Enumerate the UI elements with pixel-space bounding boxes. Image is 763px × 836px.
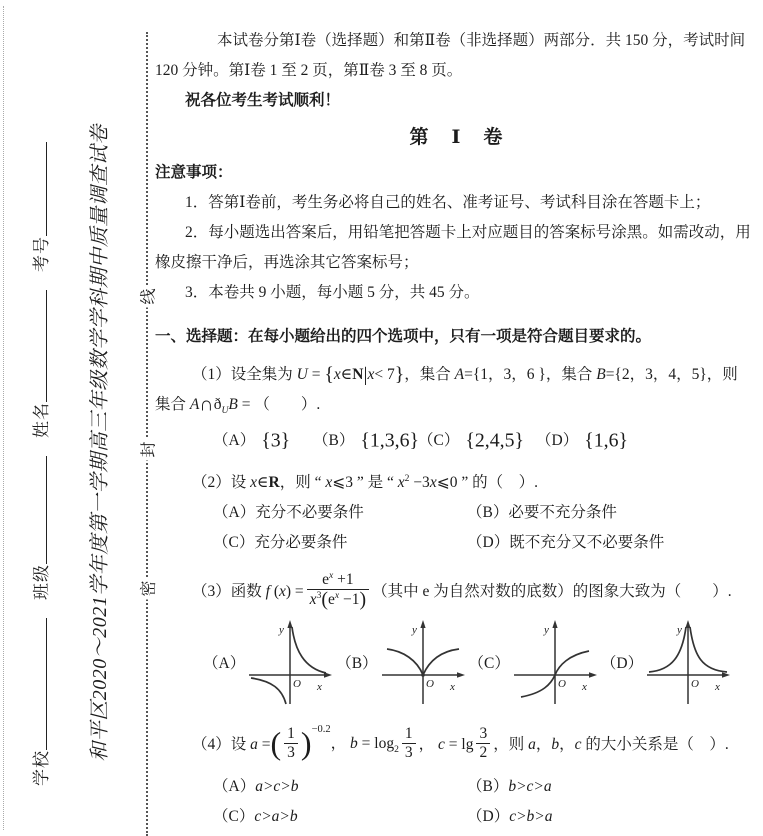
q4-fraction-b-num: 1 bbox=[404, 724, 413, 742]
field-class-label: 班级 bbox=[32, 564, 51, 600]
q4-option-a-label: （A） bbox=[213, 778, 256, 796]
field-examno bbox=[27, 142, 57, 272]
notice-item-1: 1．答第Ⅰ卷前，考生务必将自己的姓名、准考证号、考试科目涂在答题卡上； bbox=[185, 194, 711, 211]
q1-option-b-value: {1,3,6} bbox=[360, 429, 420, 452]
question-2-options-row-1 bbox=[155, 498, 759, 528]
main-content bbox=[155, 0, 759, 832]
exam-title-vertical: 和平区2020～2021学年度第一学期高三年级数学学科期中质量调查试卷 bbox=[89, 124, 111, 762]
y-axis-label: y bbox=[677, 624, 682, 637]
q2-option-a-label: （A） bbox=[213, 504, 256, 522]
question-1-line-2: 集合 $A\cap ð_UB$ = （ ）. bbox=[155, 393, 321, 417]
q4-option-a-value: a>c>b bbox=[255, 778, 299, 796]
q2-option-a-value: 充分不必要条件 bbox=[255, 504, 364, 522]
field-name-blank bbox=[28, 290, 47, 402]
q4-option-c-value: c>a>b bbox=[254, 808, 298, 826]
q1-option-d bbox=[536, 426, 628, 456]
graph-c-plot bbox=[511, 618, 599, 706]
q1-option-a-label: （A） bbox=[213, 432, 256, 450]
q1-option-b-label: （B） bbox=[313, 432, 355, 450]
q4-fraction-c-num: 3 bbox=[479, 724, 488, 742]
question-4-options-row-1 bbox=[155, 772, 759, 802]
q1-option-b bbox=[313, 426, 418, 456]
question-2-line: （2）设 x∈R，则 “ x⩽3 ” 是 “ $x^2$ −3x⩽0 ” 的（ ）. bbox=[192, 473, 538, 492]
q1-option-c-value: {2,4,5} bbox=[465, 429, 525, 452]
q4-mid-1: ， $b = \log_2$ bbox=[330, 735, 399, 756]
question-2-options-row-2 bbox=[155, 528, 759, 558]
curve-left-branch bbox=[387, 649, 423, 675]
q2-option-c-label: （C） bbox=[213, 534, 255, 552]
q4-option-b bbox=[467, 772, 552, 802]
q4-option-d bbox=[467, 802, 553, 832]
notice-item-2b: 橡皮擦干净后，再选涂其它答案标号； bbox=[155, 254, 419, 271]
q4-fraction-c bbox=[476, 725, 490, 762]
q3-fraction-numerator: $e^x +1$ bbox=[322, 569, 354, 589]
q1-option-a bbox=[213, 426, 313, 456]
graph-b-plot bbox=[379, 618, 467, 706]
notice-item-3: 3．本卷共 9 小题，每小题 5 分，共 45 分。 bbox=[185, 284, 480, 301]
graph-d bbox=[601, 618, 732, 706]
graph-d-label: （D） bbox=[600, 655, 644, 673]
q2-option-b-label: （B） bbox=[467, 504, 509, 522]
q4-fraction-a-den: 3 bbox=[284, 743, 298, 762]
q4-prefix: （4）设 a = bbox=[192, 736, 271, 754]
x-axis-label: x bbox=[449, 681, 455, 694]
y-axis-label: y bbox=[543, 624, 549, 637]
field-school bbox=[27, 618, 57, 786]
field-name-label: 姓名 bbox=[32, 402, 51, 438]
curve-right-spike bbox=[690, 627, 727, 672]
q4-option-b-value: b>c>a bbox=[508, 778, 552, 796]
graph-a-label: （A） bbox=[203, 655, 246, 673]
origin-label: O bbox=[293, 678, 302, 691]
field-examno-blank bbox=[28, 142, 47, 236]
origin-label: O bbox=[557, 678, 566, 691]
q1-option-d-value: {1,6} bbox=[584, 429, 629, 452]
question-4-line: （4）设 a = ( $\frac{1}{3}$ ) −0.2 ， $b = \log_2$ $\frac{1}{3}$ ， c = lg $\frac{3}{2}$ ，则 a，b，c 的大小关系是（ ）. bbox=[192, 723, 729, 762]
field-school-blank bbox=[28, 618, 47, 750]
curve-right-branch bbox=[423, 649, 459, 675]
q2-option-a bbox=[213, 498, 467, 528]
part-one-title: 第 Ⅰ 卷 bbox=[409, 127, 505, 148]
q2-option-b bbox=[467, 498, 617, 528]
x-axis-label: x bbox=[715, 681, 720, 694]
q4-option-d-value: c>b>a bbox=[509, 808, 553, 826]
q4-option-d-label: （D） bbox=[467, 808, 510, 826]
graph-a bbox=[203, 618, 334, 706]
q4-suffix: ，则 a，b，c 的大小关系是（ ）. bbox=[493, 736, 729, 754]
question-1-line-1: （1）设全集为 U = {x∈N|x< 7}，集合 A={1，3，6 }，集合 B={2，3，4，5}，则 bbox=[192, 363, 738, 386]
q4-option-c-label: （C） bbox=[213, 808, 255, 826]
q2-option-c-value: 充分必要条件 bbox=[254, 534, 348, 552]
q4-mid-2: ， c = lg bbox=[418, 736, 474, 754]
q4-fraction-c-den: 2 bbox=[476, 743, 490, 762]
q3-suffix: （其中 e 为自然对数的底数）的图象大致为（ ）. bbox=[372, 583, 732, 601]
graph-a-plot bbox=[246, 618, 334, 706]
q2-option-b-value: 必要不充分条件 bbox=[508, 504, 617, 522]
intro-line-2: 120 分钟。第Ⅰ卷 1 至 2 页，第Ⅱ卷 3 至 8 页。 bbox=[155, 62, 463, 79]
q4-option-a bbox=[213, 772, 467, 802]
q4-fraction-b bbox=[402, 725, 416, 762]
notice-title: 注意事项： bbox=[155, 164, 233, 181]
curve-lower-left bbox=[251, 678, 286, 704]
origin-dot bbox=[421, 673, 425, 677]
question-3-graphs bbox=[155, 618, 759, 706]
intro-line-1: 本试卷分第Ⅰ卷（选择题）和第Ⅱ卷（非选择题）两部分．共 150 分，考试时间 bbox=[217, 32, 746, 49]
origin-label: O bbox=[691, 678, 700, 691]
page-edge-mark bbox=[3, 6, 4, 830]
curve-upper-right bbox=[292, 627, 326, 673]
notice-item-2a: 2．每小题选出答案后，用铅笔把答题卡上对应题目的答案标号涂黑。如需改动，用 bbox=[185, 224, 751, 241]
student-info-fields bbox=[27, 125, 57, 785]
graph-c-label: （C） bbox=[468, 655, 510, 673]
q3-fraction-denominator: $x^3(e^x -1)$ bbox=[307, 589, 369, 611]
question-3-line bbox=[155, 562, 759, 618]
question-1-options bbox=[155, 426, 759, 456]
graph-b bbox=[336, 618, 466, 706]
q4-fraction-a-num: 1 bbox=[287, 724, 295, 742]
q3-prefix: （3）函数 f (x) = bbox=[192, 583, 304, 601]
q4-fraction-a bbox=[284, 725, 298, 762]
q3-fraction bbox=[307, 570, 369, 611]
q2-option-d-value: 既不充分又不必要条件 bbox=[509, 534, 665, 552]
wish-line: 祝各位考生考试顺利！ bbox=[185, 92, 341, 109]
field-class bbox=[27, 456, 57, 600]
origin-label: O bbox=[425, 678, 434, 691]
q1-option-c-label: （C） bbox=[418, 432, 460, 450]
x-axis-label: x bbox=[317, 681, 323, 694]
field-school-label: 学校 bbox=[32, 750, 51, 786]
q1-option-a-value: {3} bbox=[261, 429, 291, 452]
q4-exponent: −0.2 bbox=[311, 723, 331, 735]
seal-char-xian: 线 bbox=[135, 286, 160, 308]
q4-fraction-b-den: 3 bbox=[402, 743, 416, 762]
graph-b-label: （B） bbox=[336, 655, 378, 673]
q2-option-d bbox=[467, 528, 664, 558]
question-4-options-row-2 bbox=[155, 802, 759, 832]
q2-option-d-label: （D） bbox=[467, 534, 510, 552]
seal-char-feng: 封 bbox=[135, 439, 160, 461]
section-title: 一、选择题：在每小题给出的四个选项中，只有一项是符合题目要求的。 bbox=[155, 328, 652, 345]
y-axis-label: y bbox=[279, 624, 285, 637]
x-axis-label: x bbox=[581, 681, 587, 694]
y-axis-label: y bbox=[411, 624, 417, 637]
field-examno-label: 考号 bbox=[32, 236, 51, 272]
seal-char-mi: 密 bbox=[135, 578, 160, 600]
field-class-blank bbox=[28, 456, 47, 564]
q4-option-b-label: （B） bbox=[467, 778, 509, 796]
seal-fold-line bbox=[146, 32, 148, 836]
q2-option-c bbox=[213, 528, 467, 558]
graph-c bbox=[469, 618, 599, 706]
q4-option-c bbox=[213, 802, 467, 832]
graph-d-plot bbox=[644, 618, 732, 706]
q1-option-c bbox=[418, 426, 536, 456]
field-name bbox=[27, 290, 57, 438]
q1-option-d-label: （D） bbox=[536, 432, 579, 450]
